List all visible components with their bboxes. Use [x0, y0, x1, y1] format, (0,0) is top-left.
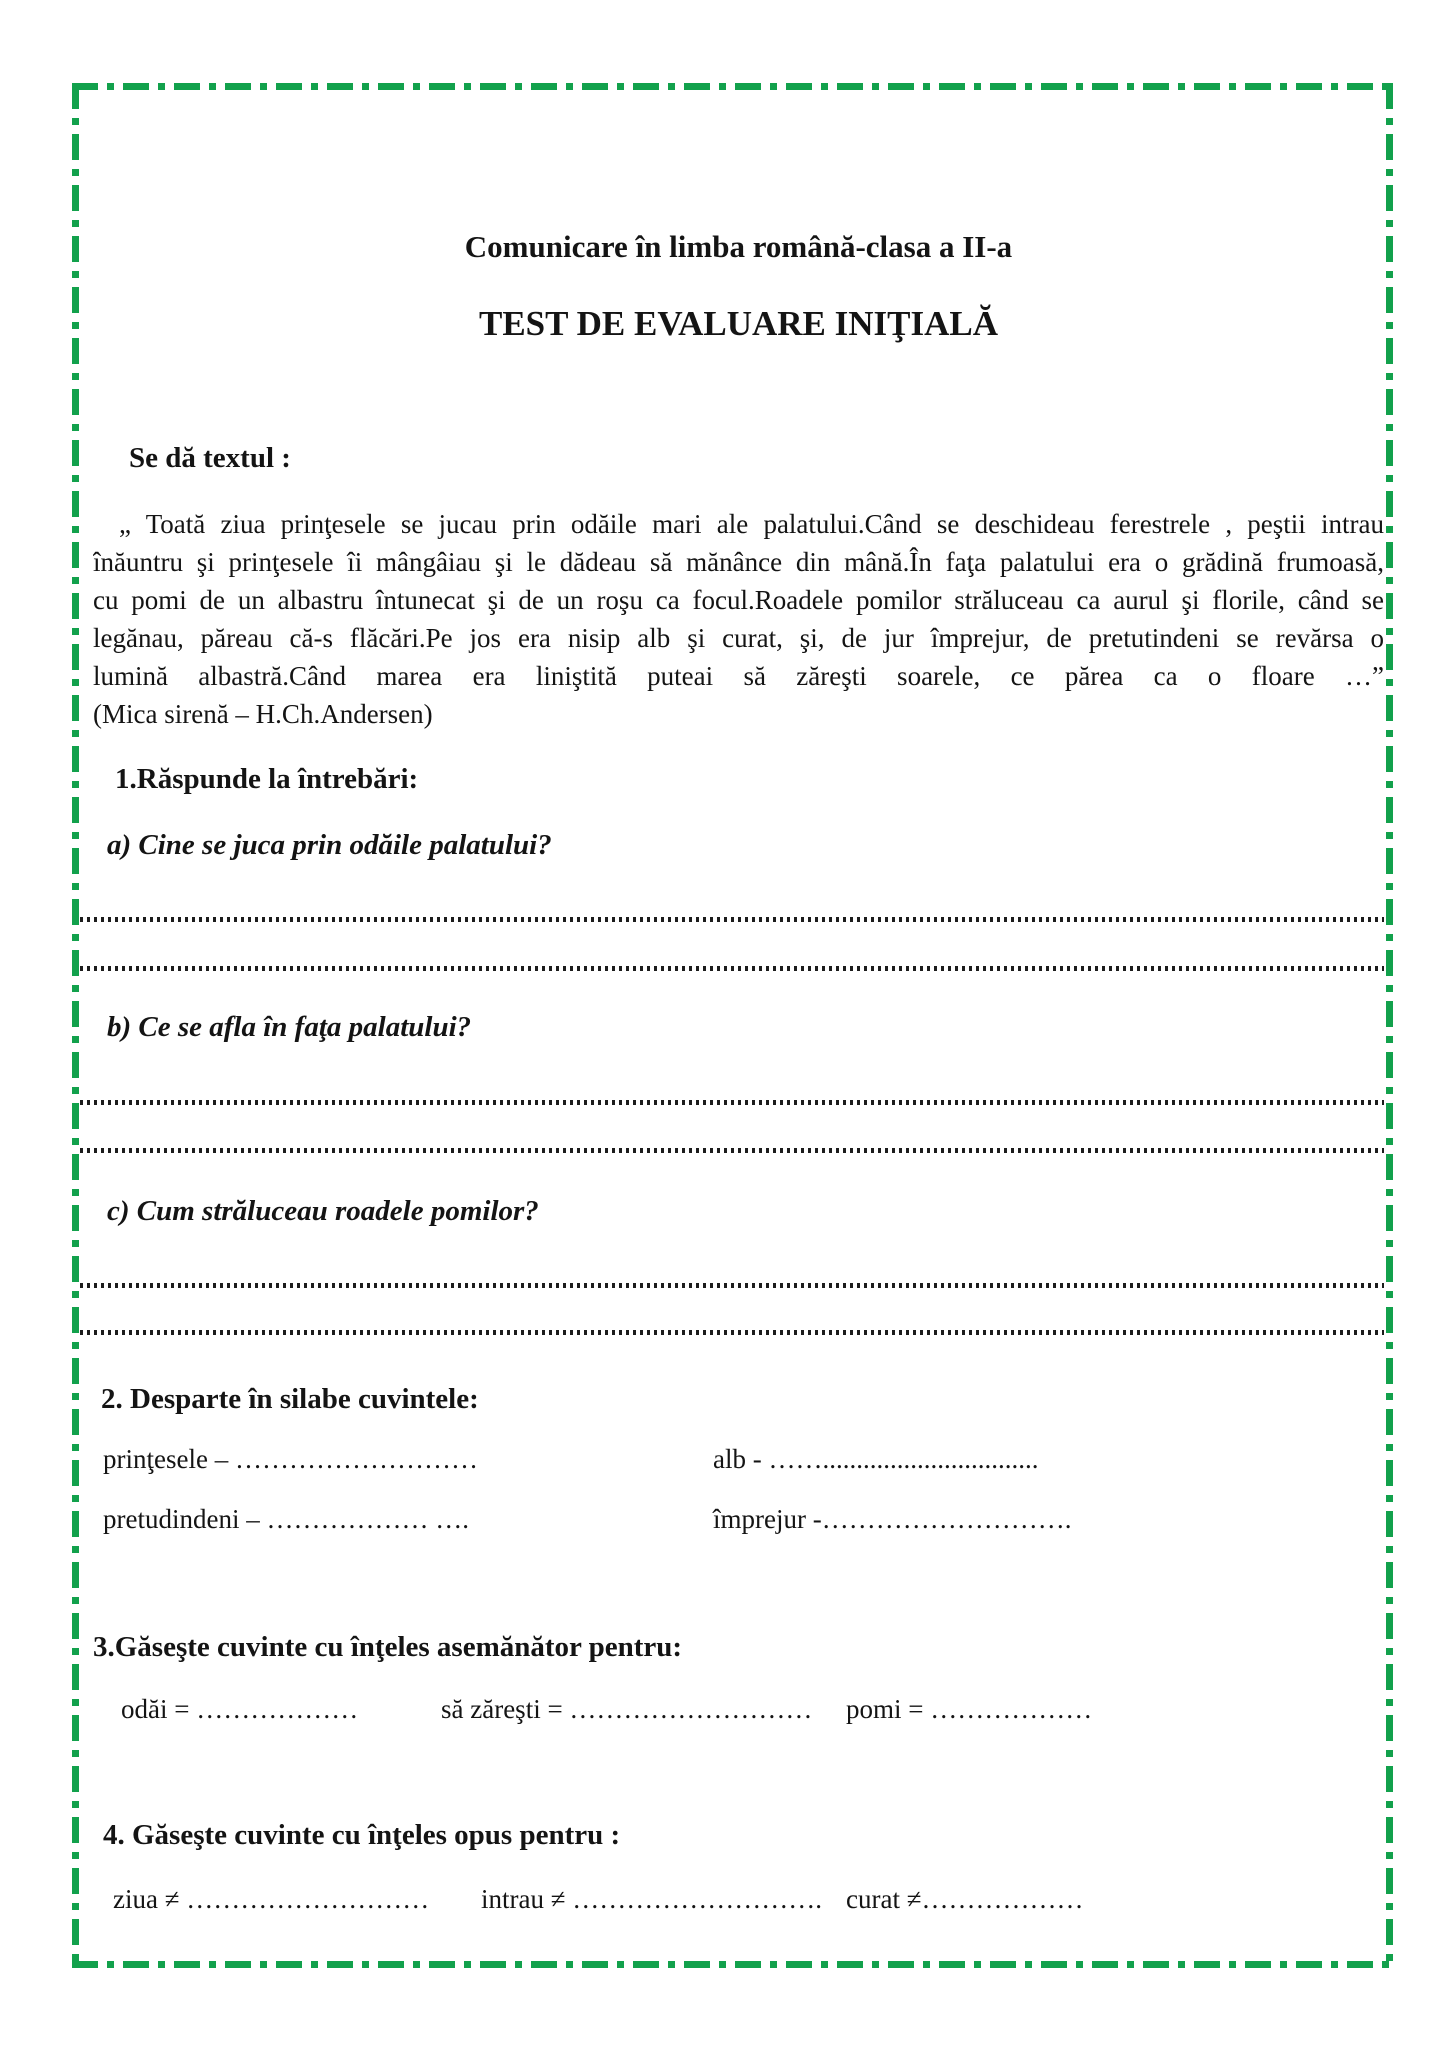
antonym-item: curat ≠………………: [846, 1884, 1084, 1914]
document-subtitle: TEST DE EVALUARE INIŢIALĂ: [478, 304, 999, 343]
question-b: b) Ce se afla în faţa palatului?: [107, 1011, 472, 1043]
passage-line: lumină albastră.Când marea era liniştită puteai să zăreşti soarele, ce părea ca o floare …”: [93, 661, 1384, 691]
border-bottom: [72, 1961, 1393, 1968]
syllables-row: [103, 1499, 1384, 1539]
answer-dotted-line: [80, 966, 1384, 971]
document-content: [79, 90, 1386, 1961]
synonym-item: pomi = ………………: [846, 1694, 1093, 1724]
antonym-item: intrau ≠ ……………………….: [481, 1884, 823, 1914]
question-c: c) Cum străluceau roadele pomilor?: [107, 1195, 539, 1227]
section-3-title: 3.Găseşte cuvinte cu înţeles asemănător pentru:: [93, 1631, 683, 1663]
document-title: Comunicare în limba română-clasa a II-a: [464, 229, 1013, 264]
antonym-item: ziua ≠ ………………………: [113, 1884, 430, 1914]
decorative-dashed-border: [72, 83, 1393, 1968]
syllables-row: [103, 1439, 1384, 1479]
passage-line: „ Toată ziua prinţesele se jucau prin odăile mari ale palatului.Când se deschideau ferestrele , peştii intrau: [119, 509, 1384, 539]
syllable-item: împrejur -……………………….: [713, 1504, 1072, 1534]
text-intro-label: Se dă textul :: [129, 442, 291, 474]
border-right: [1386, 83, 1393, 1968]
synonym-item: să zăreşti = ………………………: [441, 1694, 813, 1724]
antonyms-row: [93, 1879, 1384, 1919]
question-a: a) Cine se juca prin odăile palatului?: [107, 829, 552, 861]
border-left: [72, 83, 79, 1968]
answer-dotted-line: [80, 1100, 1384, 1105]
passage-line: legănau, păreau că-s flăcări.Pe jos era nisip alb şi curat, şi, de jur împrejur, de pretutindeni se revărsa o: [93, 623, 1384, 653]
answer-dotted-line: [80, 917, 1384, 922]
section-2-title: 2. Desparte în silabe cuvintele:: [101, 1383, 479, 1415]
passage-source: (Mica sirenă – H.Ch.Andersen): [93, 699, 433, 729]
section-1-title: 1.Răspunde la întrebări:: [115, 763, 419, 795]
reading-passage: [93, 505, 1384, 733]
answer-dotted-line: [80, 1330, 1384, 1335]
syllable-item: alb - ……................................: [713, 1444, 1039, 1474]
answer-dotted-line: [80, 1283, 1384, 1288]
section-4-title: 4. Găseşte cuvinte cu înţeles opus pentru :: [103, 1819, 621, 1851]
syllable-item: pretudindeni – ……………… ….: [103, 1504, 469, 1534]
answer-dotted-line: [80, 1148, 1384, 1153]
synonym-item: odăi = ………………: [121, 1694, 359, 1724]
synonyms-row: [93, 1689, 1384, 1729]
syllable-item: prinţesele – ………………………: [103, 1444, 478, 1474]
passage-line: cu pomi de un albastru întunecat şi de un roşu ca focul.Roadele pomilor străluceau ca aurul şi florile, când se: [93, 585, 1384, 615]
border-top: [72, 83, 1393, 90]
passage-line: înăuntru şi prinţesele îi mângâiau şi le dădeau să mănânce din mână.În faţa palatului era o grădină frumoasă,: [93, 547, 1384, 577]
